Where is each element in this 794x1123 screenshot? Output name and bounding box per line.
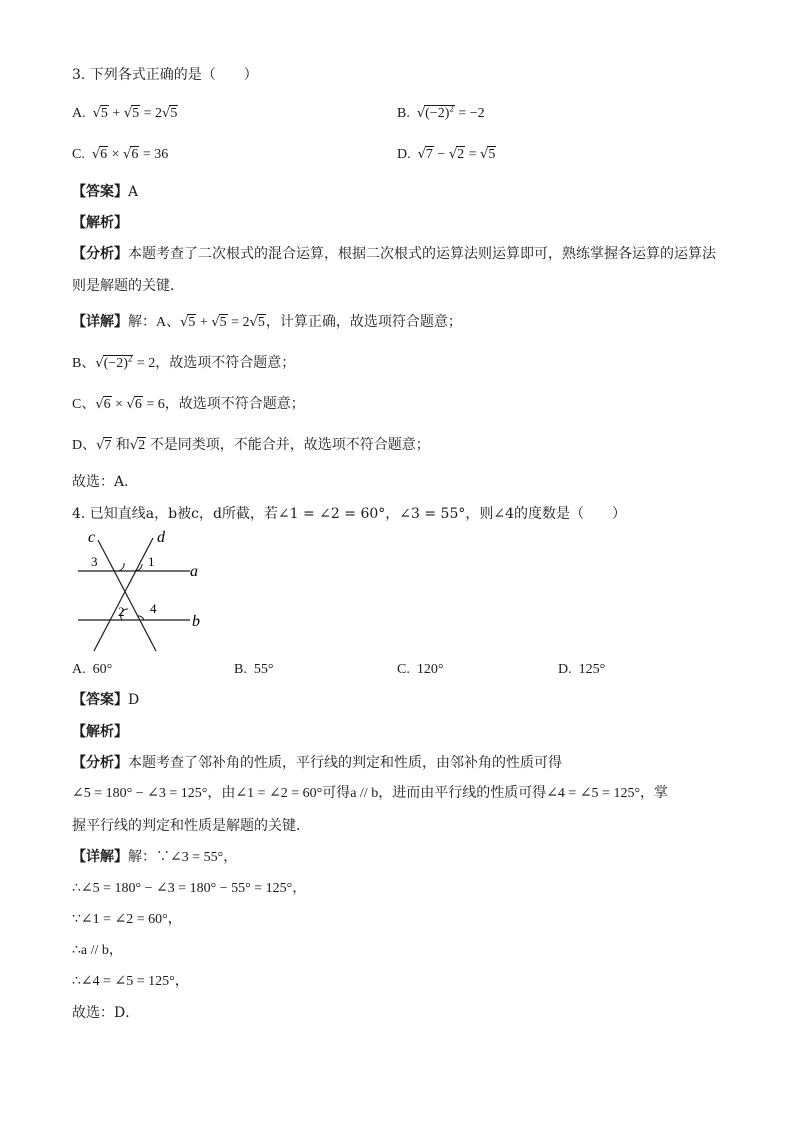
q3-detail-a: 【详解】解：A、√5 + √5 = 2√5，计算正确，故选项符合题意； <box>72 315 462 330</box>
q4-analysis-tag: 【解析】 <box>72 724 128 740</box>
q4-fenxi-line1: 【分析】本题考查了邻补角的性质，平行线的判定和性质，由邻补角的性质可得 <box>72 755 562 771</box>
label-angle-1: 1 <box>148 554 155 569</box>
label-angle-2: 2 <box>118 604 125 619</box>
label-a: a <box>190 563 198 580</box>
q4-answer: 【答案】D <box>72 692 140 708</box>
q4-fenxi-line2: ∠5 = 180° − ∠3 = 125°，由∠1 = ∠2 = 60°可得a // b，进而由平行线的性质可得∠4 = ∠5 = 125°，掌 <box>72 786 669 801</box>
q4-fenxi-line3: 握平行线的判定和性质是解题的关键． <box>72 818 310 834</box>
q3-detail-d: D、√7 和√2 不是同类项，不能合并，故选项不符合题意； <box>72 438 430 453</box>
q3-option-d[interactable]: D. √7 − √2 = √5 <box>397 147 496 162</box>
q3-detail-b: B、$√(-2)^2 = 2$，故选项不符合题意； <box>72 353 296 371</box>
label-d: d <box>157 529 165 546</box>
q3-stem: 3. 下列各式正确的是（ ） <box>72 67 258 83</box>
label-angle-3: 3 <box>91 554 98 569</box>
q4-choose: 故选：D． <box>72 1005 140 1021</box>
q3-option-c[interactable]: C. √6 × √6 = 36 <box>72 147 169 162</box>
q3-detail-c: C、√6 × √6 = 6，故选项不符合题意； <box>72 397 305 412</box>
parallel-lines-figure <box>72 528 212 653</box>
q4-detail-line5: ∴∠4 = ∠5 = 125°， <box>72 974 189 989</box>
q4-stem: 4. 已知直线a，b被c，d所截，若∠1 = ∠2 = 60°，∠3 = 55°，则∠4的度数是（ ） <box>72 506 626 522</box>
line-d <box>94 538 153 651</box>
label-c: c <box>88 529 96 546</box>
q4-option-c[interactable]: C. 120° <box>397 662 444 677</box>
q3-fenxi-line1: 【分析】本题考查了二次根式的混合运算，根据二次根式的运算法则运算即可，熟练掌握各运算的运算法 <box>72 246 716 262</box>
q3-option-a[interactable]: A. √5 + √5 = 2√5 <box>72 106 178 121</box>
q4-option-b[interactable]: B. 55° <box>234 662 274 677</box>
q4-detail-line2: ∴∠5 = 180° − ∠3 = 180° − 55° = 125°， <box>72 881 307 896</box>
label-angle-4: 4 <box>150 601 157 616</box>
q3-answer: 【答案】A <box>72 184 139 200</box>
q4-option-d[interactable]: D. 125° <box>558 662 606 677</box>
q3-analysis-tag: 【解析】 <box>72 215 128 231</box>
q4-detail-line1: 【详解】解：∵∠3 = 55°， <box>72 850 238 865</box>
label-b: b <box>192 613 200 630</box>
angle-3-arc <box>118 563 124 571</box>
q4-option-a[interactable]: A. 60° <box>72 662 113 677</box>
q3-option-b[interactable]: B. $√(-2)^2 = -2$ <box>397 103 485 121</box>
q3-choose: 故选：A． <box>72 474 139 490</box>
q3-fenxi-line2: 则是解题的关键． <box>72 278 184 294</box>
q4-detail-line4: ∴a // b， <box>72 943 123 958</box>
q4-detail-line3: ∵∠1 = ∠2 = 60°， <box>72 912 182 927</box>
